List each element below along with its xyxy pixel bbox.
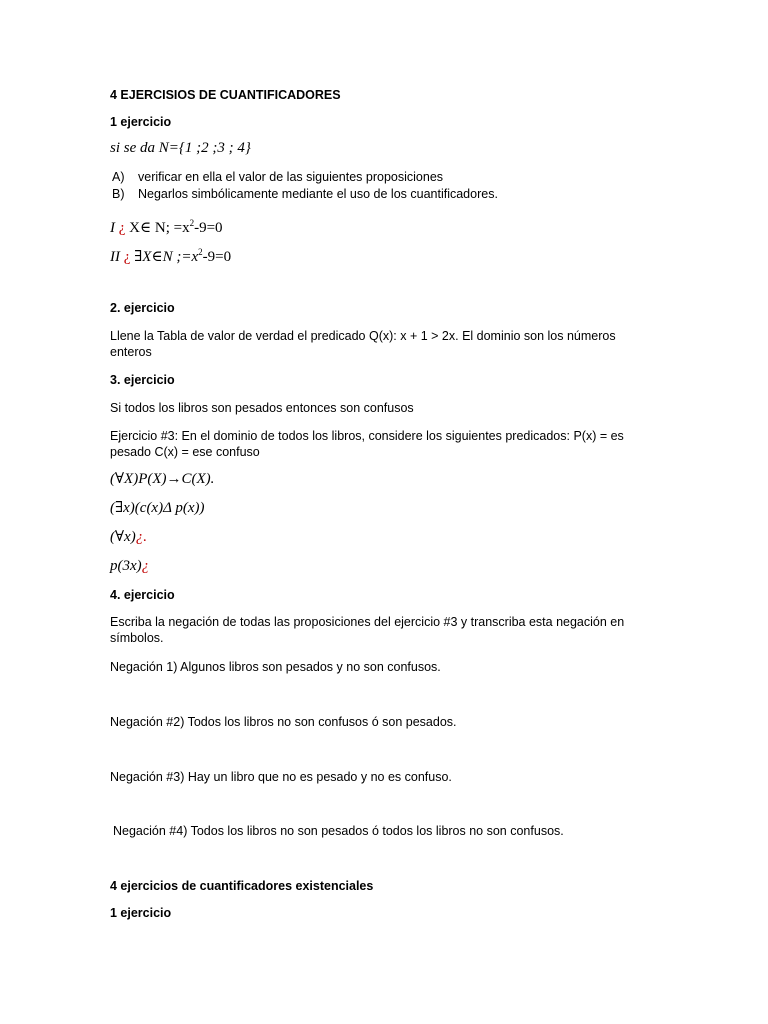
given-text: si se da: [110, 140, 155, 156]
prop1-exponent: 2: [189, 218, 195, 228]
item-b-label: B): [112, 187, 125, 201]
ex1-heading: 1 ejercicio: [110, 115, 172, 129]
ex4-negation-2: Negación #2) Todos los libros no son confusos ó son pesados.: [110, 715, 457, 729]
ex3-formula-4: [110, 558, 149, 574]
prop2-unknown-glyph: ¿: [123, 249, 131, 265]
ex4-intro: Escriba la negación de todas las proposiciones del ejercicio #3 y transcriba esta negación en símbolos.: [110, 615, 625, 645]
ex1-proposition-2: [110, 244, 231, 265]
section2-heading: 1 ejercicio: [110, 906, 172, 920]
formula-3-unknown-glyph: ¿.: [135, 529, 147, 545]
ex3-formula-3: [110, 529, 147, 545]
item-a-text: verificar en ella el valor de las siguientes proposiciones: [138, 170, 444, 184]
ex1-item-a: [110, 169, 443, 185]
ex4-negation-3: Negación #3) Hay un libro que no es pesado y no es confuso.: [110, 770, 452, 784]
ex4-heading: 4. ejercicio: [110, 588, 175, 602]
prop1-tail: -9=0: [194, 220, 223, 236]
ex1-item-b: [110, 186, 498, 202]
ex3-formula-1: (∀X)P(X)→C(X).: [110, 471, 215, 487]
ex3-heading: 3. ejercicio: [110, 373, 175, 387]
prop1-unknown-glyph: ¿: [118, 220, 126, 236]
ex4-negation-4: Negación #4) Todos los libros no son pesados ó todos los libros no son confusos.: [113, 824, 564, 838]
prop2-exponent: 2: [198, 247, 203, 257]
ex4-negation-1: Negación 1) Algunos libros son pesados y no son confusos.: [110, 660, 441, 674]
prop1-expression: X∈ N; =x: [129, 220, 190, 236]
item-a-label: A): [112, 170, 125, 184]
ex2-heading: 2. ejercicio: [110, 301, 175, 315]
prop1-roman: I: [110, 220, 115, 236]
prop2-tail: -9=0: [202, 249, 232, 265]
formula-4-expr: p(3x): [110, 558, 142, 574]
ex3-line1: Si todos los libros son pesados entonces son confusos: [110, 401, 414, 415]
ex2-text: Llene la Tabla de valor de verdad el predicado Q(x): x + 1 > 2x. El dominio son los números enteros: [110, 329, 616, 359]
document-title: 4 EJERCISIOS DE CUANTIFICADORES: [110, 88, 341, 102]
ex1-given: [110, 140, 251, 156]
item-b-text: Negarlos simbólicamente mediante el uso de los cuantificadores.: [138, 187, 498, 201]
prop2-expression: ∃X∈N ;=x: [134, 249, 199, 265]
formula-3-expr: (∀x): [110, 529, 136, 545]
ex1-proposition-1: [110, 215, 223, 236]
given-set: N={1 ;2 ;3 ; 4}: [158, 140, 251, 156]
ex3-formula-2: (∃x)(c(x)Δ p(x)): [110, 500, 205, 516]
section2-title: 4 ejercicios de cuantificadores existenciales: [110, 879, 374, 893]
formula-4-unknown-glyph: ¿: [141, 558, 150, 574]
ex3-line2: Ejercicio #3: En el dominio de todos los libros, considere los siguientes predicados: P(x) = es pesado C(x) = ese confuso: [110, 429, 624, 459]
prop2-roman: II: [110, 249, 120, 265]
